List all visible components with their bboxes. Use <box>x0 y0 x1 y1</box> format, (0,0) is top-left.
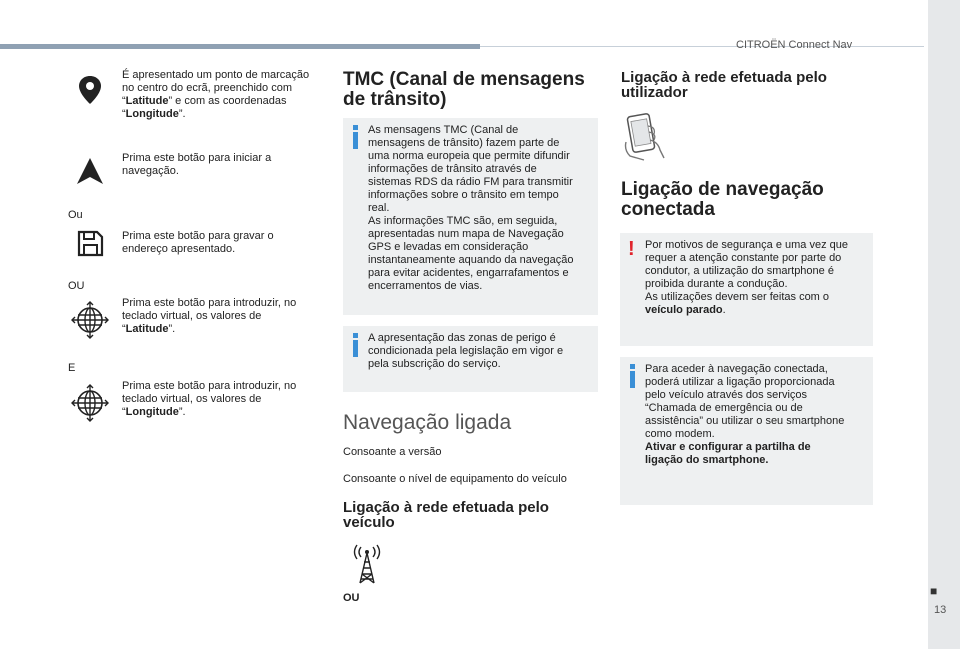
tmc-title: TMC (Canal de mensagens de trânsito) <box>343 69 585 110</box>
user-connection-title: Ligação à rede efetuada pelo utilizador <box>621 69 827 101</box>
separator-ou: Ou <box>68 209 83 221</box>
info-icon <box>350 125 362 149</box>
separator-e: E <box>68 362 76 374</box>
antenna-icon <box>350 543 384 585</box>
tmc-info-text: As mensagens TMC (Canal de mensagens de trânsito) fazem parte de uma norma europeia que permite difundir informações de trânsito através de sistemas RDS da rádio FM para transmitir informações sobre o trânsito em tempo real. As informações TMC são, em seguida, apresentadas num mapa de Navegação GPS e levadas em consideração instantaneamente aquando da navegação para evitar acidentes, engarrafamentos e encerramentos de vias. <box>368 124 574 292</box>
navigation-arrow-icon <box>72 153 108 189</box>
safety-warning-box <box>620 233 873 346</box>
header-bar <box>0 44 480 49</box>
connected-nav-title: Navegação ligada <box>343 411 512 434</box>
page-edge-strip <box>928 0 960 649</box>
equipment-note: Consoante o nível de equipamento do veículo <box>343 473 567 485</box>
info-icon <box>350 333 362 357</box>
danger-zones-text: A apresentação das zonas de perigo é condicionada pela legislação em vigor e pela subscrição do serviço. <box>368 332 564 370</box>
pin-description: É apresentado um ponto de marcação no centro do ecrã, preenchido com “Latitude” e com as coordenadas “Longitude”. <box>122 69 310 120</box>
info-icon <box>627 364 639 388</box>
smartphone-hand-icon <box>620 112 668 162</box>
tmc-info-box <box>343 118 598 315</box>
save-address-description: Prima este botão para gravar o endereço apresentado. <box>122 230 274 255</box>
connected-nav-link-title: Ligação de navegação conectada <box>621 179 824 220</box>
brand-label: CITROËN Connect Nav <box>736 39 853 51</box>
connection-info-box <box>620 357 873 505</box>
longitude-description: Prima este botão para introduzir, no teclado virtual, os valores de “Longitude”. <box>122 380 297 418</box>
globe-longitude-icon <box>70 383 110 423</box>
globe-latitude-icon <box>70 300 110 340</box>
start-navigation-description: Prima este botão para iniciar a navegação. <box>122 152 272 177</box>
or-label: OU <box>343 592 360 604</box>
location-pin-icon <box>72 72 108 108</box>
connection-info-text: Para aceder à navegação conectada, poderá utilizar a ligação proporcionada pelo veículo através dos serviços “Chamada de emergência ou de assistência” ou utilizar o seu smartphone como modem. Ativar e configurar a partilha de ligação do smartphone. <box>645 363 845 466</box>
separator-ou-2: OU <box>68 280 85 292</box>
safety-warning-text: Por motivos de segurança e uma vez que requer a atenção constante por parte do condutor, a utilização do smartphone é proibida durante a condução. As utilizações devem ser feitas com o veículo parado. <box>645 239 849 316</box>
latitude-description: Prima este botão para introduzir, no teclado virtual, os valores de “Latitude”. <box>122 297 297 335</box>
danger-zones-box <box>343 326 598 392</box>
header-line <box>480 46 924 47</box>
version-note: Consoante a versão <box>343 446 442 458</box>
save-icon <box>72 225 108 261</box>
page-number: 13 <box>934 604 947 616</box>
vehicle-connection-title: Ligação à rede efetuada pelo veículo <box>343 499 549 531</box>
warning-icon: ! <box>628 238 635 260</box>
page-marker: ■ <box>930 584 938 598</box>
